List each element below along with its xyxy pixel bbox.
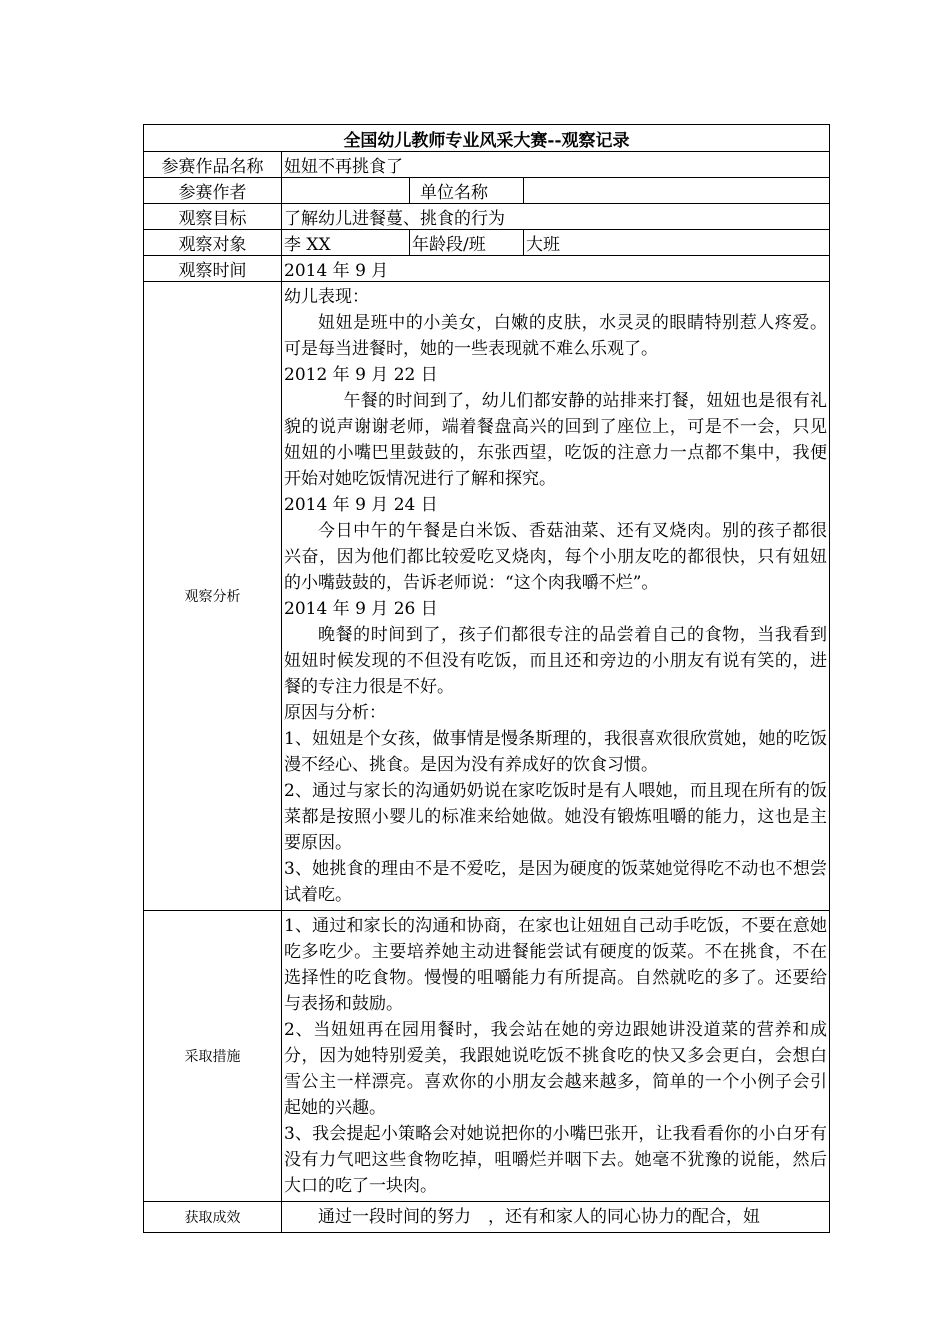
- analysis-reason: 1、妞妞是个女孩，做事情是慢条斯理的，我很喜欢很欣赏她，她的吃饭漫不经心、挑食。是因为没有养成好的饮食习惯。: [284, 729, 827, 775]
- goal-label: 观察目标: [144, 204, 282, 230]
- form-title: 全国幼儿教师专业风采大赛--观察记录: [144, 125, 830, 152]
- analysis-date: 2012 年 9 月 22 日: [284, 365, 438, 385]
- analysis-date: 2014 年 9 月 26 日: [284, 599, 438, 619]
- author-label: 参赛作者: [144, 178, 282, 204]
- measure-item: 2、当妞妞再在园用餐时，我会站在她的旁边跟她讲没道菜的营养和成分，因为她特别爱美，我跟她说吃饭不挑食吃的快又多会更白，会想白雪公主一样漂亮。喜欢你的小朋友会越来越多，简单的一个小例子会引起她的兴趣。: [284, 1020, 827, 1118]
- entry-name-label: 参赛作品名称: [144, 152, 282, 178]
- measure-item: 1、通过和家长的沟通和协商，在家也让妞妞自己动手吃饭，不要在意她吃多吃少。主要培养她主动进餐能尝试有硬度的饭菜。不在挑食，不在选择性的吃食物。慢慢的咀嚼能力有所提高。自然就吃的多了。还要给与表扬和鼓励。: [284, 916, 827, 1014]
- measures-content: [282, 911, 830, 1202]
- analysis-paragraph: 妞妞是班中的小美女，白嫩的皮肤，水灵灵的眼睛特别惹人疼爱。可是每当进餐时，她的一些表现就不难么乐观了。: [284, 313, 827, 359]
- analysis-heading: 原因与分析：: [284, 703, 386, 723]
- time-value: 2014 年 9 月: [282, 256, 830, 282]
- analysis-label: 观察分析: [144, 282, 282, 911]
- subject-value: 李 XX: [282, 230, 410, 256]
- results-content: 通过一段时间的努力 ，还有和家人的同心协力的配合，妞: [282, 1202, 830, 1233]
- goal-value: 了解幼儿进餐蔓、挑食的行为: [282, 204, 830, 230]
- entry-name-value: 妞妞不再挑食了: [282, 152, 830, 178]
- observation-record-form: [143, 124, 829, 1233]
- age-class-value: 大班: [524, 230, 830, 256]
- analysis-date: 2014 年 9 月 24 日: [284, 495, 438, 515]
- subject-label: 观察对象: [144, 230, 282, 256]
- analysis-reason: 2、通过与家长的沟通奶奶说在家吃饭时是有人喂她，而且现在所有的饭菜都是按照小婴儿的标准来给她做。她没有锻炼咀嚼的能力，这也是主要原因。: [284, 781, 827, 853]
- observation-table: [143, 124, 830, 1233]
- unit-label: 单位名称: [410, 178, 524, 204]
- unit-value: [524, 178, 830, 204]
- measures-label: 采取措施: [144, 911, 282, 1202]
- results-label: 获取成效: [144, 1202, 282, 1233]
- analysis-content: [282, 282, 830, 911]
- analysis-reason: 3、她挑食的理由不是不爱吃，是因为硬度的饭菜她觉得吃不动也不想尝试着吃。: [284, 859, 827, 905]
- analysis-paragraph: 今日中午的午餐是白米饭、香菇油菜、还有叉烧肉。别的孩子都很兴奋，因为他们都比较爱吃叉烧肉，每个小朋友吃的都很快，只有妞妞的小嘴鼓鼓的，告诉老师说：“这个肉我嚼不烂”。: [284, 521, 827, 593]
- measure-item: 3、我会提起小策略会对她说把你的小嘴巴张开，让我看看你的小白牙有没有力气吧这些食物吃掉，咀嚼烂并咽下去。她毫不犹豫的说能，然后大口的吃了一块肉。: [284, 1124, 827, 1196]
- time-label: 观察时间: [144, 256, 282, 282]
- analysis-paragraph: 午餐的时间到了，幼儿们都安静的站排来打餐，妞妞也是很有礼貌的说声谢谢老师，端着餐盘高兴的回到了座位上，可是不一会，只见妞妞的小嘴巴里鼓鼓的，东张西望，吃饭的注意力一点都不集中，我便开始对她吃饭情况进行了解和探究。: [284, 391, 827, 489]
- author-value: [282, 178, 410, 204]
- analysis-heading: 幼儿表现：: [284, 287, 369, 307]
- age-class-label: 年龄段/班: [410, 230, 524, 256]
- analysis-paragraph: 晚餐的时间到了，孩子们都很专注的品尝着自己的食物，当我看到妞妞时候发现的不但没有吃饭，而且还和旁边的小朋友有说有笑的，进餐的专注力很是不好。: [284, 625, 827, 697]
